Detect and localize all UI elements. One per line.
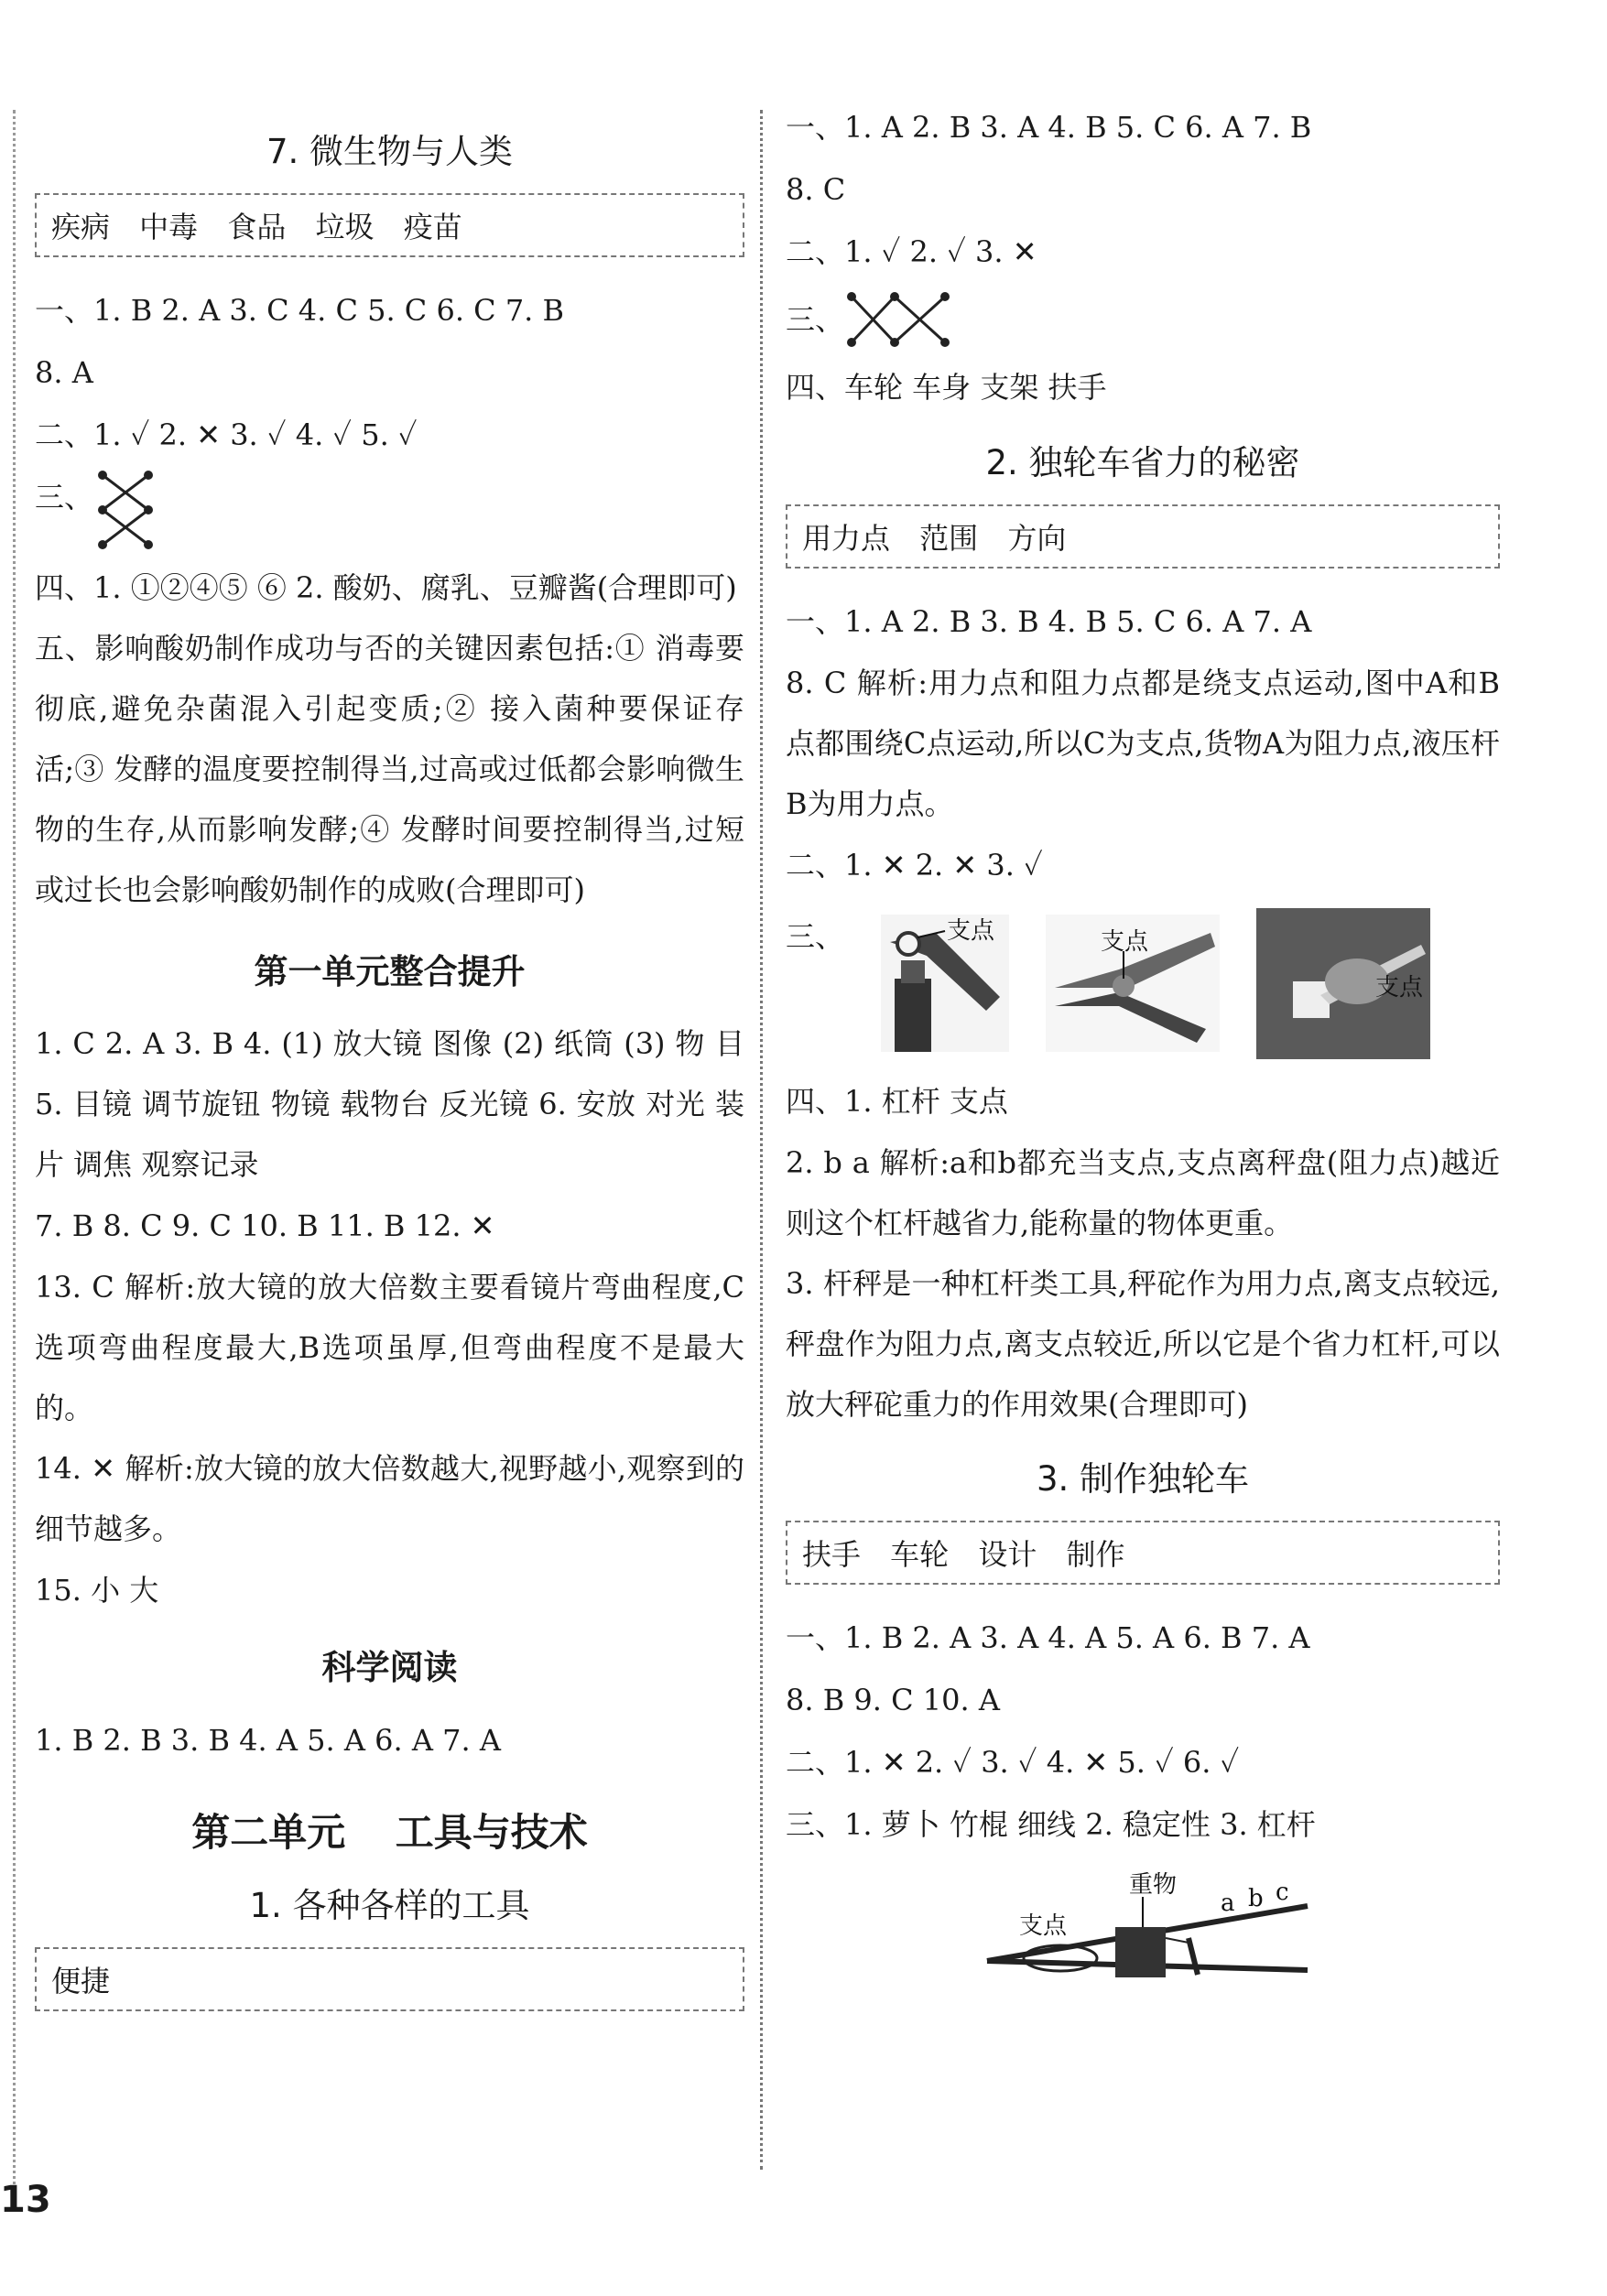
page-number: 13 xyxy=(0,2179,51,2221)
answer-line: 二、1. ✕ 2. ✓ 3. ✓ 4. ✕ 5. ✓ 6. ✓ xyxy=(786,1745,1240,1780)
keyword-box-3: 扶手 车轮 设计 制作 xyxy=(786,1521,1500,1585)
matching-lines-figure xyxy=(844,287,954,352)
point-a-label: a xyxy=(1221,1890,1235,1917)
point-c-label: c xyxy=(1276,1879,1289,1906)
pliers-figure xyxy=(1046,915,1220,1052)
answer-line: 四、1. 杠杆 支点 xyxy=(786,1084,1008,1119)
answer-paragraph: 1. C 2. A 3. B 4. (1) 放大镜 图像 (2) 纸筒 (3) 物 目 5. 目镜 调节旋钮 物镜 载物台 反光镜 6. 安放 对光 装片 调焦 观察记录 xyxy=(35,1026,744,1182)
keyword-box-2: 用力点 范围 方向 xyxy=(786,504,1500,569)
right-column xyxy=(786,105,1500,1987)
left-column xyxy=(35,105,744,2033)
matching-lines-figure xyxy=(93,466,157,553)
section-title-1: 1. 各种各样的工具 xyxy=(249,1886,530,1925)
unit-title: 第二单元 工具与技术 xyxy=(191,1810,588,1855)
answer-paragraph: 13. C 解析:放大镜的放大倍数主要看镜片弯曲程度,C选项弯曲程度最大,B选项虽厚,但弯曲程度不是最大的。 xyxy=(35,1270,744,1425)
answer-line: 8. C xyxy=(786,172,846,207)
point-b-label: b xyxy=(1248,1885,1264,1912)
answer-line: 一、1. A 2. B 3. B 4. B 5. C 6. A 7. A xyxy=(786,604,1312,639)
fulcrum-label: 支点 xyxy=(1019,1912,1068,1940)
answer-paragraph: 五、影响酸奶制作成功与否的关键因素包括:① 消毒要彻底,避免杂菌混入引起变质;② 接入菌种要保证存活;③ 发酵的温度要控制得当,过高或过低都会影响微生物的生存,从而影响发酵;④ 发酵时间要控制得当,过短或过长也会影响酸奶制作的成败(合理即可) xyxy=(35,631,744,907)
answer-line: 8. B 9. C 10. A xyxy=(786,1683,1000,1717)
figure-label: 三、 xyxy=(786,919,845,954)
matching-label: 三、 xyxy=(35,480,94,514)
answer-paragraph: 14. ✕ 解析:放大镜的放大倍数越大,视野越小,观察到的细节越多。 xyxy=(35,1451,744,1546)
keyword-box-1: 便捷 xyxy=(35,1947,744,2011)
answer-line: 一、1. B 2. A 3. C 4. C 5. C 6. C 7. B xyxy=(35,293,565,328)
answer-line: 一、1. B 2. A 3. A 4. A 5. A 6. B 7. A xyxy=(786,1620,1310,1655)
answer-line: 二、1. ✓ 2. ✓ 3. ✕ xyxy=(786,234,1037,269)
answer-paragraph: 8. C 解析:用力点和阻力点都是绕支点运动,图中A和B点都围绕C点运动,所以C为支点,货物A为阻力点,液压杆B为用力点。 xyxy=(786,666,1500,821)
left-margin-dots xyxy=(13,110,16,2197)
section-title-7: 7. 微生物与人类 xyxy=(266,132,514,171)
section-title-unit1-review: 第一单元整合提升 xyxy=(254,952,526,991)
answer-line: 15. 小 大 xyxy=(35,1573,159,1608)
answer-line-matching xyxy=(786,283,1500,356)
answer-line-matching xyxy=(35,466,744,558)
matching-label: 三、 xyxy=(786,302,845,337)
keyword-box-7: 疾病 中毒 食品 垃圾 疫苗 xyxy=(35,193,744,257)
answer-paragraph: 3. 杆秤是一种杠杆类工具,秤砣作为用力点,离支点较远,秤盘作为阻力点,离支点较近,所以它是个省力杠杆,可以放大秤砣重力的作用效果(合理即可) xyxy=(786,1266,1500,1422)
weight-label: 重物 xyxy=(1129,1871,1178,1899)
fulcrum-label: 支点 xyxy=(947,917,995,945)
column-divider xyxy=(760,110,763,2170)
answer-line: 二、1. ✓ 2. ✕ 3. ✓ 4. ✓ 5. ✓ xyxy=(35,417,418,452)
section-title-3: 3. 制作独轮车 xyxy=(1036,1459,1250,1499)
wheelbarrow-model-figure xyxy=(786,1856,1500,1987)
answer-line: 三、1. 萝卜 竹棍 细线 2. 稳定性 3. 杠杆 xyxy=(786,1807,1316,1842)
answer-paragraph: 2. b a 解析:a和b都充当支点,支点离秤盘(阻力点)越近则这个杠杆越省力,能称量的物体更重。 xyxy=(786,1145,1500,1240)
answer-line: 四、车轮 车身 支架 扶手 xyxy=(786,370,1107,405)
answer-line: 一、1. A 2. B 3. A 4. B 5. C 6. A 7. B xyxy=(786,110,1312,145)
answer-line: 二、1. ✕ 2. ✕ 3. ✓ xyxy=(786,848,1043,883)
answer-line: 8. A xyxy=(35,355,93,390)
answer-line: 7. B 8. C 9. C 10. B 11. B 12. ✕ xyxy=(35,1208,495,1243)
tweezers-figure xyxy=(1256,908,1430,1059)
section-title-2: 2. 独轮车省力的秘密 xyxy=(985,443,1300,482)
fulcrum-figures xyxy=(786,905,1500,1061)
section-title-reading: 科学阅读 xyxy=(321,1648,458,1687)
answer-line: 1. B 2. B 3. B 4. A 5. A 6. A 7. A xyxy=(35,1723,501,1758)
bottle-opener-figure xyxy=(881,915,1009,1052)
answer-paragraph: 四、1. ①②④⑤ ⑥ 2. 酸奶、腐乳、豆瓣酱(合理即可) xyxy=(35,570,737,605)
fulcrum-label: 支点 xyxy=(1101,928,1149,956)
fulcrum-label: 支点 xyxy=(1375,973,1424,1002)
